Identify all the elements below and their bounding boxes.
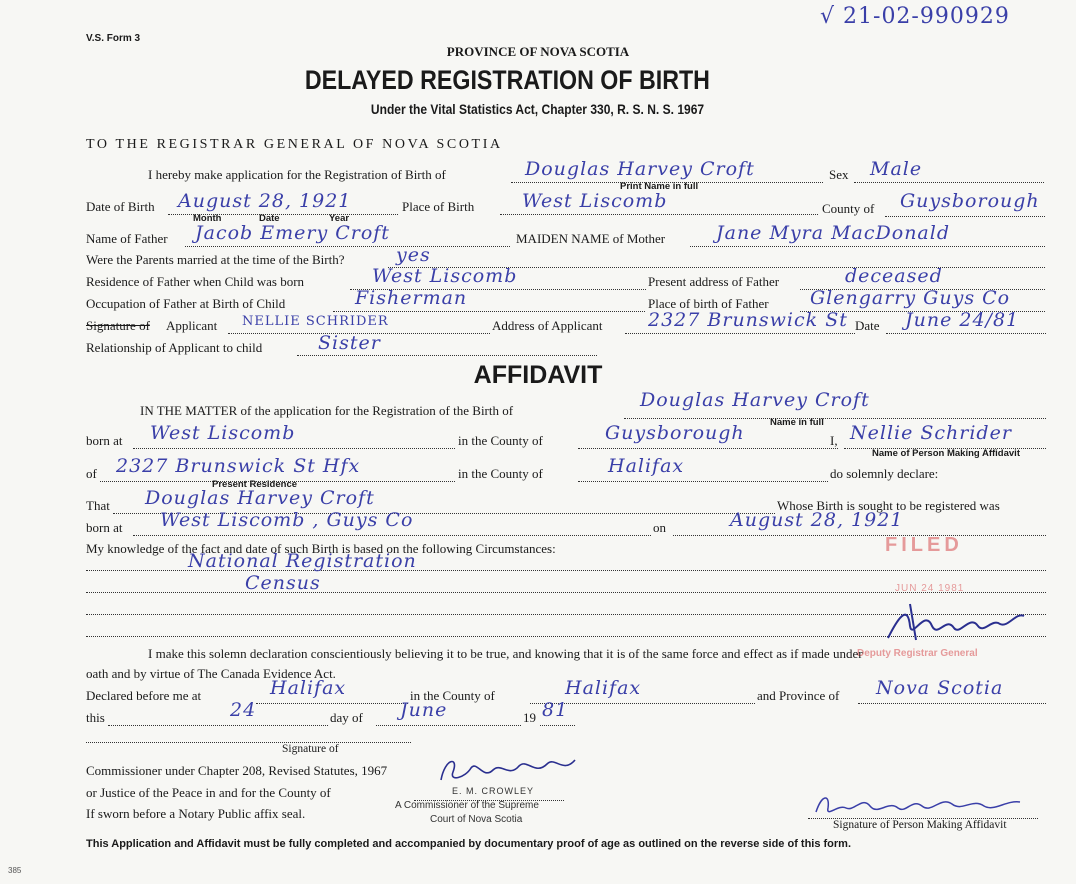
married-value: yes bbox=[396, 244, 431, 266]
name-in-full-hint: Name in full bbox=[770, 417, 824, 428]
circumstance-2-value: Census bbox=[245, 572, 321, 594]
father-occupation-value: Fisherman bbox=[355, 287, 468, 309]
commissioner-signature bbox=[435, 750, 585, 790]
registrar-title-stamp: Deputy Registrar General bbox=[857, 648, 978, 659]
on-label: on bbox=[653, 520, 666, 535]
on-date-value: August 28, 1921 bbox=[730, 509, 904, 531]
mother-value: Jane Myra MacDonald bbox=[716, 222, 951, 244]
application-date-label: Date bbox=[855, 318, 880, 333]
sex-value: Male bbox=[870, 158, 923, 180]
county-label: County of bbox=[822, 201, 875, 216]
sex-label: Sex bbox=[829, 167, 849, 182]
married-label: Were the Parents married at the time of the Birth? bbox=[86, 252, 345, 267]
applicant-struck-text: Signature of bbox=[86, 318, 150, 333]
day-value: 24 bbox=[230, 699, 257, 721]
page-subtitle: Under the Vital Statistics Act, Chapter 330, R. S. N. S. 1967 bbox=[370, 101, 705, 117]
county2-value: Halifax bbox=[608, 455, 685, 477]
deponent-hint: Name of Person Making Affidavit bbox=[872, 448, 1020, 459]
relationship-value: Sister bbox=[318, 332, 381, 354]
commissioner-line-3: If sworn before a Notary Public affix seal. bbox=[86, 806, 306, 821]
born-at2-value: West Liscomb , Guys Co bbox=[160, 509, 414, 531]
of-label: of bbox=[86, 466, 97, 481]
father-birthplace-value: Glengarry Guys Co bbox=[810, 287, 1011, 309]
commissioner-stamp-name: E. M. CROWLEY bbox=[452, 786, 535, 796]
whose-birth-label: Whose Birth is sought to be registered was bbox=[777, 498, 1000, 513]
father-birthplace-label: Place of birth of Father bbox=[648, 296, 769, 311]
affidavit-title: AFFIDAVIT bbox=[473, 361, 603, 389]
commissioner-stamp-line-1: A Commissioner of the Supreme bbox=[395, 800, 539, 811]
month-value: June bbox=[400, 699, 448, 721]
relationship-label: Relationship of Applicant to child bbox=[86, 340, 263, 355]
application-date-value: June 24/81 bbox=[905, 309, 1020, 331]
county-value: Guysborough bbox=[900, 190, 1040, 212]
filed-date-stamp: JUN 24 1981 bbox=[895, 583, 965, 594]
province-value: Nova Scotia bbox=[876, 677, 1004, 699]
declaration-text-2: oath and by virtue of The Canada Evidence Act. bbox=[86, 666, 336, 681]
province-heading: PROVINCE OF NOVA SCOTIA bbox=[446, 44, 630, 59]
month-hint: Month bbox=[193, 213, 222, 224]
day-of-label: day of bbox=[330, 710, 363, 725]
born-at-label: born at bbox=[86, 433, 123, 448]
dob-label: Date of Birth bbox=[86, 199, 155, 214]
deponent-value: Nellie Schrider bbox=[850, 422, 1012, 444]
signature-of-heading: Signature of bbox=[282, 743, 339, 755]
in-county-label-2: in the County of bbox=[458, 466, 543, 481]
reference-number: √ 21-02-990929 bbox=[820, 4, 1010, 29]
declared-before-label: Declared before me at bbox=[86, 688, 202, 703]
commissioner-line-1: Commissioner under Chapter 208, Revised Statutes, 1967 bbox=[86, 763, 388, 778]
father-residence-label: Residence of Father when Child was born bbox=[86, 274, 305, 289]
mother-label: MAIDEN NAME of Mother bbox=[516, 231, 666, 246]
that-name-value: Douglas Harvey Croft bbox=[145, 487, 375, 509]
declared-county-label: in the County of bbox=[410, 688, 495, 703]
date-hint: Date bbox=[259, 213, 280, 224]
application-intro: I hereby make application for the Registration of Birth of bbox=[148, 167, 446, 182]
applicant-address-label: Address of Applicant bbox=[492, 318, 603, 333]
year-prefix: 19 bbox=[523, 710, 536, 725]
declare-label: do solemnly declare: bbox=[830, 466, 939, 481]
father-label: Name of Father bbox=[86, 231, 168, 246]
commissioner-line-2: or Justice of the Peace in and for the County of bbox=[86, 785, 331, 800]
declared-county-value: Halifax bbox=[565, 677, 642, 699]
applicant-address-value: 2327 Brunswick St bbox=[648, 309, 848, 331]
commissioner-stamp-line-2: Court of Nova Scotia bbox=[430, 814, 523, 825]
province-label: and Province of bbox=[757, 688, 840, 703]
circumstance-1-value: National Registration bbox=[188, 550, 417, 572]
residence-value: 2327 Brunswick St Hfx bbox=[116, 455, 361, 477]
pob-label: Place of Birth bbox=[402, 199, 475, 214]
in-county-label: in the County of bbox=[458, 433, 543, 448]
child-name-value: Douglas Harvey Croft bbox=[525, 158, 755, 180]
page-title: DELAYED REGISTRATION OF BIRTH bbox=[304, 65, 710, 95]
year-suffix-value: 81 bbox=[542, 699, 569, 721]
i-label: I, bbox=[830, 433, 838, 448]
deponent-signature-caption: Signature of Person Making Affidavit bbox=[833, 819, 1007, 831]
father-address-value: deceased bbox=[845, 265, 943, 287]
applicant-value: NELLIE SCHRIDER bbox=[242, 314, 389, 329]
year-hint: Year bbox=[329, 213, 350, 224]
county-value-affidavit: Guysborough bbox=[605, 422, 745, 444]
print-name-hint: Print Name in full bbox=[620, 181, 699, 192]
registrar-signature bbox=[880, 596, 1030, 646]
declaration-text-1: I make this solemn declaration conscientiously believing it to be true, and knowing that it is of the same force and effect as if made under bbox=[148, 646, 863, 661]
applicant-label: Applicant bbox=[166, 318, 218, 333]
that-label: That bbox=[86, 498, 110, 513]
born-at-label-2: born at bbox=[86, 520, 123, 535]
father-occupation-label: Occupation of Father at Birth of Child bbox=[86, 296, 286, 311]
form-id: V.S. Form 3 bbox=[86, 33, 141, 44]
pob-value: West Liscomb bbox=[522, 190, 668, 212]
affidavit-name-value: Douglas Harvey Croft bbox=[640, 389, 870, 411]
father-residence-value: West Liscomb bbox=[372, 265, 518, 287]
father-value: Jacob Emery Croft bbox=[195, 222, 390, 244]
declared-at-value: Halifax bbox=[270, 677, 347, 699]
residence-hint: Present Residence bbox=[212, 479, 298, 490]
footer-notice: This Application and Affidavit must be fully completed and accompanied by documentary proof of age as outlined on the reverse side of this form. bbox=[86, 838, 852, 850]
father-address-label: Present address of Father bbox=[648, 274, 780, 289]
page-mark: 385 bbox=[8, 866, 22, 875]
knowledge-label: My knowledge of the fact and date of such Birth is based on the following Circumstances: bbox=[86, 541, 556, 556]
dob-value: August 28, 1921 bbox=[178, 190, 352, 212]
born-at-value: West Liscomb bbox=[150, 422, 296, 444]
matter-label: IN THE MATTER of the application for the Registration of the Birth of bbox=[140, 403, 514, 418]
this-label: this bbox=[86, 710, 105, 725]
filed-stamp: FILED bbox=[885, 534, 963, 556]
addressee: TO THE REGISTRAR GENERAL OF NOVA SCOTIA bbox=[86, 137, 503, 152]
